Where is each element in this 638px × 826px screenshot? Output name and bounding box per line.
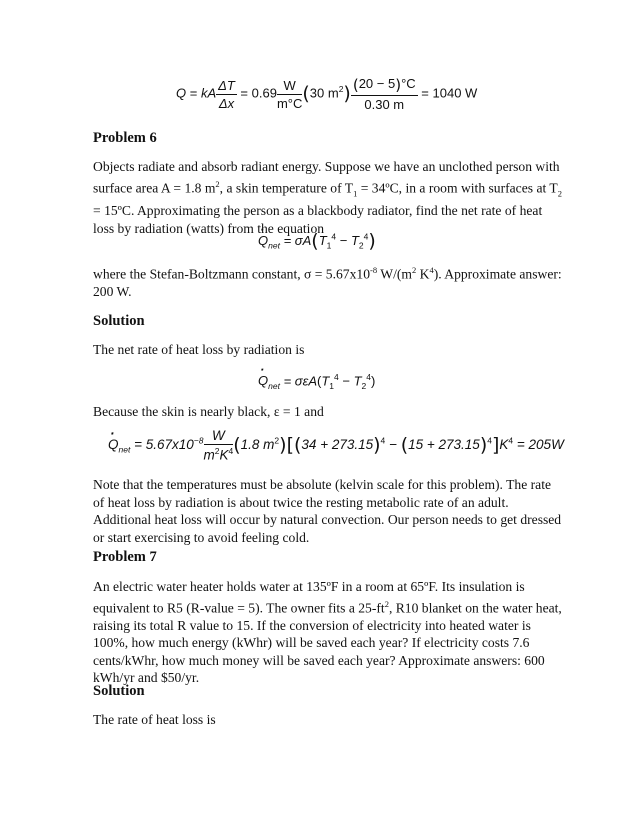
skin-paragraph: Because the skin is nearly black, ε = 1 and: [93, 404, 324, 419]
eq-ka: kA: [200, 85, 217, 101]
problem6-heading: Problem 6: [93, 130, 157, 146]
problem6-paragraph: Objects radiate and absorb radiant energy. Suppose we have an unclothed person with surface area A = 1.8 $m^2$, a skin temperature of $T_1$ = 34ºC, in a room with surfaces at $T_2$ = 15ºC. Approximating the person as a blackbody radiator, find the net rate of heat loss by radiation (watts) from the equation: [93, 159, 562, 236]
eq-temp-frac: $\frac{(20 - 5)^\circ C}{0.30 m}$: [352, 76, 416, 112]
solution7-intro: The rate of heat loss is: [93, 712, 216, 727]
solution6-note: Note that the temperatures must be absolute (kelvin scale for this problem). The rate of heat loss by radiation is about twice the resting metabolic rate of an adult. Additional heat loss will occur by natural convection. Our person needs to get dressed or start exercising to avoid feeling cold.: [93, 477, 562, 545]
eq-lhs: Q: [176, 85, 187, 101]
radiation-calculation: · $Q_{net} = 5.67x10^{-8}$ $\frac{W}{m^2K^4}$ (1.8 $m^2)[(34 + 273.15)^4 - (15 + 273.15)^4]K^4 = 205W$: [108, 428, 564, 463]
radiation-equation: · $Q_{net} = \sigma A(T_1^4 - T_2^4)$: [258, 230, 376, 252]
stefan-boltzmann-paragraph: where the Stefan-Boltzmann constant, $\sigma = 5.67x10^{-8}$ $W/(m^2$ $K^4$). Approximate answer: 200 W.: [93, 265, 562, 300]
eq-delta-frac: $\frac{\Delta T}{\Delta x}$: [218, 77, 235, 111]
solution7-heading: Solution: [93, 683, 145, 699]
eq-area: 30 m: [309, 85, 339, 101]
eq-unit-frac: $\frac{W}{m^\circ C}$: [276, 77, 303, 111]
solution6-heading: Solution: [93, 313, 145, 329]
problem7-heading: Problem 7: [93, 549, 157, 565]
eq-result: = 1040 W: [421, 85, 478, 101]
radiation-emissivity-equation: · $Q_{net} = \sigma\varepsilon A(T_1^4 - T_2^4)$: [258, 372, 375, 391]
eq-k-value: = 0.69: [240, 85, 277, 101]
problem7-paragraph: An electric water heater holds water at 135ºF in a room at 65ºF. Its insulation is equivalent to R5 (R-value = 5). The owner fits a $25-ft^2$, R10 blanket on the water heat, raising its total R value to 15. If the conversion of electricity into heated water is 100%, how much energy (kWhr) will be saved each year? If electricity costs 7.6 cents/kWhr, how much money will be saved each year? Approximate answers: 600 kWh/yr and $50/yr.: [93, 579, 562, 686]
solution6-intro: The net rate of heat loss by radiation is: [93, 342, 305, 357]
conduction-equation: Q = kA $\frac{\Delta T}{\Delta x}$ = 0.69 $\frac{W}{m^\circ C}$ (30 $m^2$) $\frac{(20 - 5)^\circ C}{0.30 m}$ = 1040 W: [176, 76, 478, 112]
